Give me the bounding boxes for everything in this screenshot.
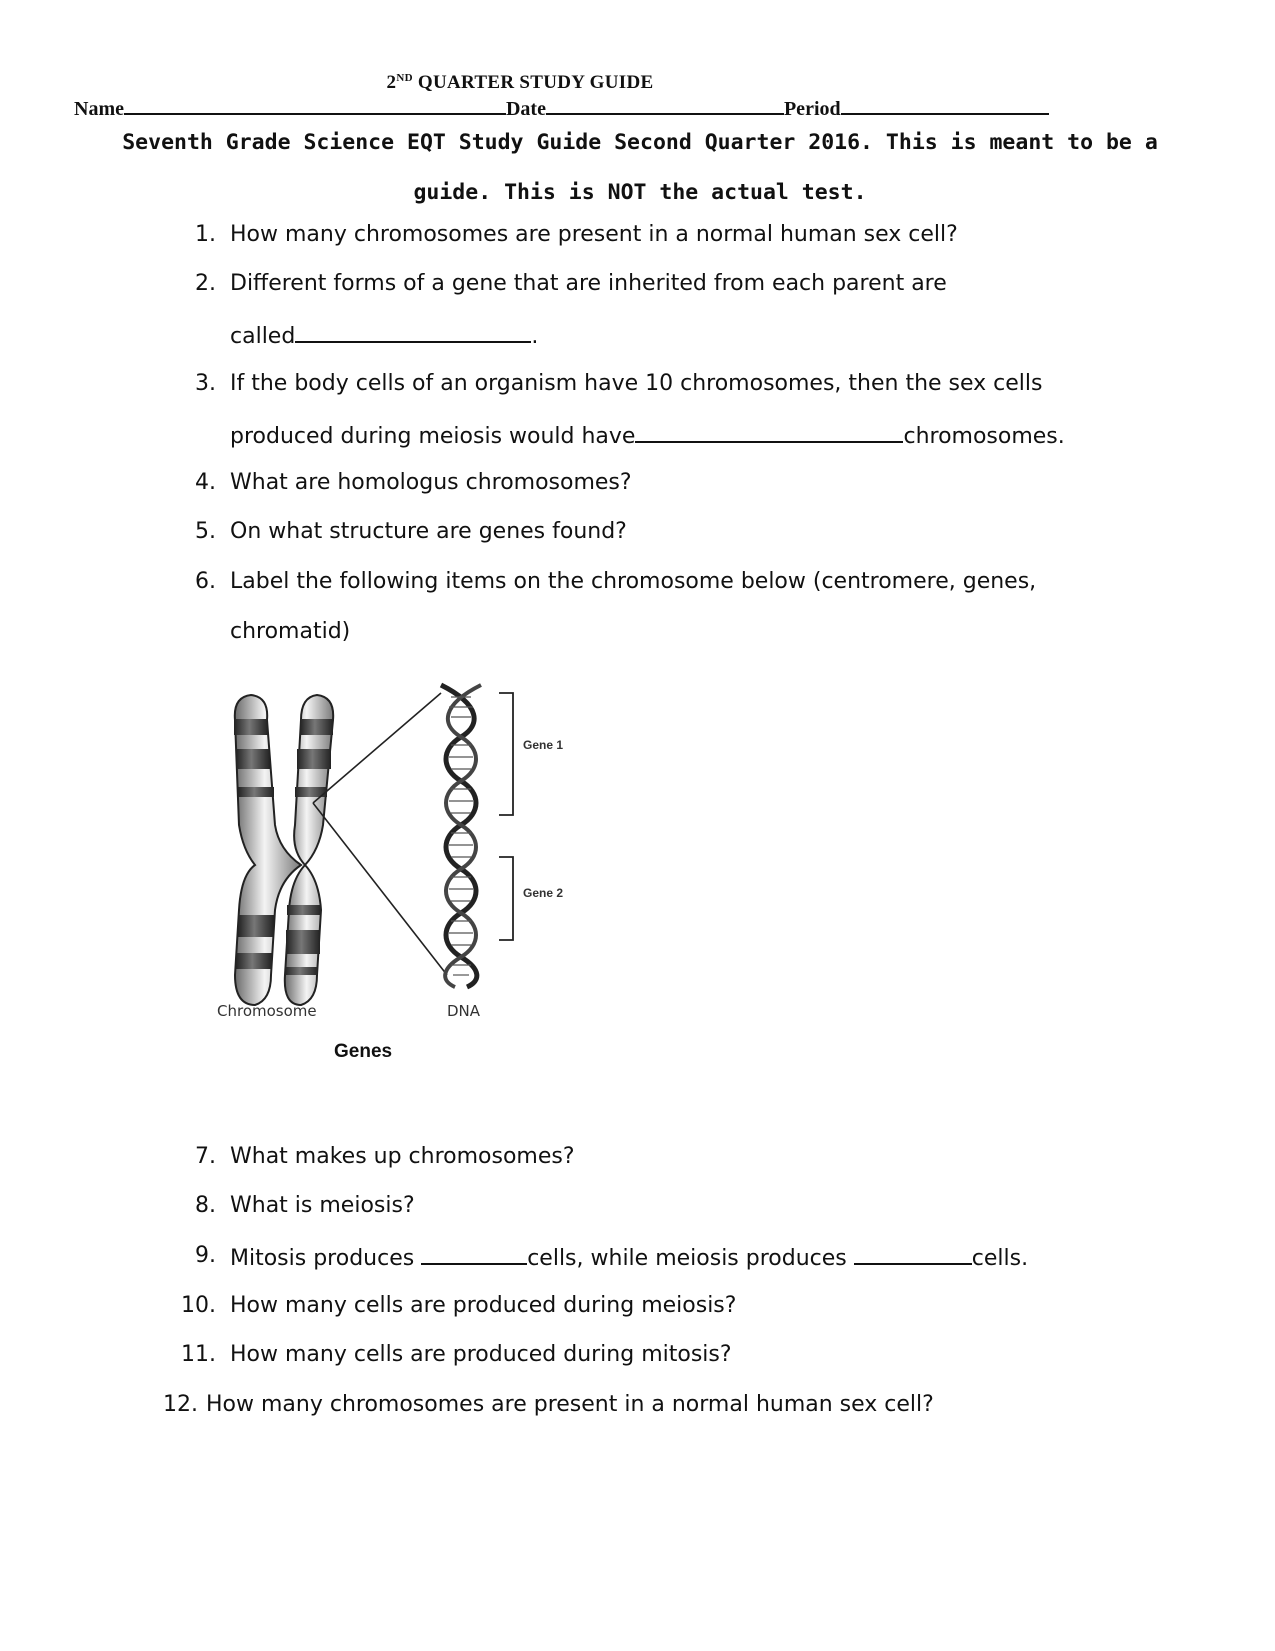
intro-paragraph bbox=[90, 118, 1190, 218]
mitosis-answer-blank[interactable] bbox=[421, 1243, 527, 1265]
chromosome-icon bbox=[234, 695, 333, 1005]
question-text: How many chromosomes are present in a normal human sex cell? bbox=[230, 222, 958, 247]
question-text: How many chromosomes are present in a normal human sex cell? bbox=[206, 1392, 934, 1417]
question-text-cont: called bbox=[230, 324, 296, 349]
question-text-cont: produced during meiosis would have bbox=[230, 424, 636, 449]
meiosis-answer-blank[interactable] bbox=[854, 1243, 972, 1265]
question-number: 12. bbox=[163, 1392, 198, 1417]
answer-blank[interactable] bbox=[295, 321, 531, 343]
question-number: 3. bbox=[195, 371, 216, 396]
period-blank[interactable] bbox=[841, 97, 1049, 115]
dna-helix-icon bbox=[441, 685, 481, 987]
question-text: How many cells are produced during mitosis? bbox=[230, 1342, 732, 1367]
question-text: How many cells are produced during meiosis? bbox=[230, 1293, 737, 1318]
question-text-end: chromosomes. bbox=[903, 424, 1065, 449]
question-number: 8. bbox=[195, 1193, 216, 1218]
period-label: Period bbox=[783, 98, 841, 120]
question-text: What is meiosis? bbox=[230, 1193, 415, 1218]
dna-label: DNA bbox=[447, 1002, 481, 1020]
title-rest: QUARTER STUDY GUIDE bbox=[412, 72, 654, 93]
gene-1-label: Gene 1 bbox=[523, 738, 564, 752]
question-text: Different forms of a gene that are inherited from each parent are bbox=[230, 271, 947, 296]
question-text: What makes up chromosomes? bbox=[230, 1144, 575, 1169]
date-blank[interactable] bbox=[546, 97, 784, 115]
question-number: 4. bbox=[195, 470, 216, 495]
question-text: If the body cells of an organism have 10 chromosomes, then the sex cells bbox=[230, 371, 1043, 396]
title-prefix: 2 bbox=[386, 72, 397, 93]
chromosome-label: Chromosome bbox=[217, 1002, 317, 1020]
figure-caption: Genes bbox=[334, 1041, 393, 1062]
question-number: 9. bbox=[195, 1243, 216, 1268]
question-text-b: cells, while meiosis produces bbox=[527, 1246, 854, 1271]
name-blank[interactable] bbox=[124, 97, 506, 115]
question-text: On what structure are genes found? bbox=[230, 519, 627, 544]
answer-blank[interactable] bbox=[635, 421, 903, 443]
intro-line-1: Seventh Grade Science EQT Study Guide Second Quarter 2016. This is meant to be a bbox=[122, 130, 1158, 155]
name-label: Name bbox=[74, 98, 124, 120]
question-number: 5. bbox=[195, 519, 216, 544]
question-text-c: cells. bbox=[971, 1246, 1029, 1271]
chromosome-dna-diagram bbox=[205, 675, 625, 1085]
question-number: 6. bbox=[195, 569, 216, 594]
question-number: 1. bbox=[195, 222, 216, 247]
question-number: 7. bbox=[195, 1144, 216, 1169]
question-6-continuation bbox=[230, 619, 350, 644]
question-text: Label the following items on the chromosome below (centromere, genes, bbox=[230, 569, 1037, 594]
question-text bbox=[230, 1243, 1028, 1271]
question-text-a: Mitosis produces bbox=[230, 1246, 422, 1271]
question-number: 2. bbox=[195, 271, 216, 296]
question-number: 10. bbox=[181, 1293, 216, 1318]
gene-1-bracket bbox=[499, 693, 513, 815]
question-2-continuation bbox=[230, 321, 538, 349]
question-3-continuation bbox=[230, 421, 1065, 449]
gene-2-label: Gene 2 bbox=[523, 886, 564, 900]
question-text: What are homologus chromosomes? bbox=[230, 470, 632, 495]
question-number: 11. bbox=[181, 1342, 216, 1367]
intro-line-2: guide. This is NOT the actual test. bbox=[413, 180, 867, 205]
page-title bbox=[0, 72, 1040, 94]
zoom-line-bottom bbox=[313, 803, 447, 975]
date-label: Date bbox=[505, 98, 546, 120]
question-text-end: . bbox=[531, 324, 539, 349]
gene-2-bracket bbox=[499, 857, 513, 940]
title-superscript: ND bbox=[396, 72, 413, 84]
question-text-cont: chromatid) bbox=[230, 619, 351, 644]
